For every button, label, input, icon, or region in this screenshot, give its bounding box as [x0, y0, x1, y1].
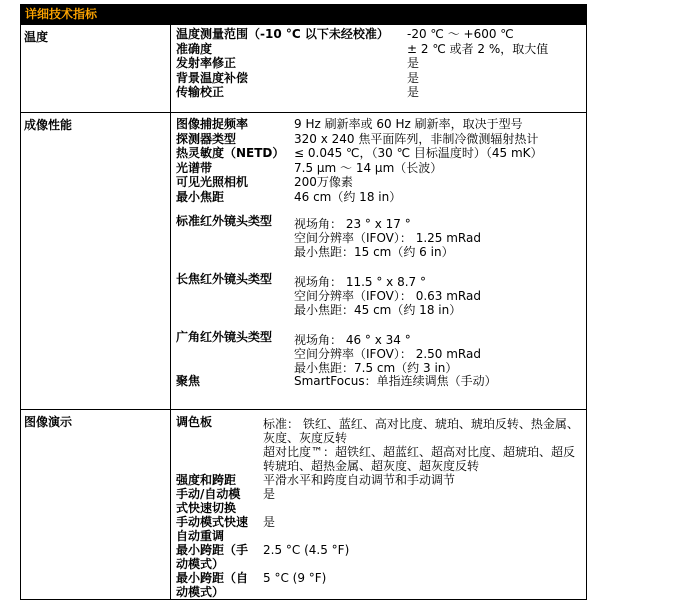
- lens-fov: 视场角： 11.5 ° x 8.7 °: [294, 275, 426, 289]
- spec-label: 强度和跨距: [176, 473, 237, 487]
- lens-fov: 视场角： 23 ° x 17 °: [294, 217, 411, 231]
- spec-row: [176, 471, 586, 485]
- spec-label: 探测器类型: [176, 131, 237, 146]
- palette-ultra-line: 转琥珀、超热金属、超灰度、超灰度反转: [263, 459, 480, 473]
- lens-min-focus: 最小焦距：45 cm（约 18 in）: [294, 303, 462, 317]
- lens-standard: [176, 212, 586, 258]
- spec-row: [176, 485, 586, 513]
- table-title: 详细技术指标: [21, 5, 586, 24]
- spec-label: 光谱带: [176, 160, 213, 175]
- imaging-specs: [171, 113, 586, 389]
- lens-telephoto: [176, 270, 586, 316]
- spec-value: SmartFocus：单指连续调焦（手动）: [294, 374, 497, 388]
- palette-ultra-line: 超对比度™：超铁红、超蓝红、超高对比度、超琥珀、超反: [263, 445, 576, 459]
- spec-label: 图像捕捉频率: [176, 117, 249, 131]
- spec-row: [176, 569, 586, 597]
- lens-wide: [176, 328, 586, 374]
- spec-value: 46 cm（约 18 in）: [294, 189, 402, 204]
- palette-spec: [176, 413, 586, 471]
- lens-ifov: 空间分辨率（IFOV）： 1.25 mRad: [294, 231, 481, 245]
- lens-min-focus: 最小焦距：7.5 cm（约 3 in）: [294, 361, 458, 375]
- spec-label: 最小焦距: [176, 189, 225, 204]
- spec-table: [20, 4, 587, 600]
- spec-label: 手动/自动模: [176, 487, 241, 501]
- spec-row: [176, 146, 586, 161]
- spec-value: 平滑水平和跨度自动调节和手动调节: [263, 473, 456, 487]
- temperature-specs: [171, 25, 586, 100]
- spec-value: 7.5 μm ～ 14 μm（长波）: [294, 160, 443, 175]
- spec-value: 是: [263, 515, 276, 529]
- palette-standard-line: 标准： 铁红、蓝红、高对比度、琥珀、琥珀反转、热金属、: [263, 417, 579, 431]
- spec-value: 是: [407, 56, 420, 70]
- spec-row: [176, 374, 586, 389]
- spec-label: 动模式）: [176, 557, 225, 571]
- spec-label: 热灵敏度（NETD）: [176, 146, 285, 160]
- spec-row: [176, 132, 586, 147]
- spec-row: [176, 175, 586, 190]
- spec-value: ≤ 0.045 ℃，（30 ℃ 目标温度时）（45 mK）: [294, 146, 543, 160]
- spec-row: [176, 513, 586, 541]
- spec-value: ± 2 ℃ 或者 2 %，取大值: [407, 41, 549, 56]
- spec-label: 温度测量范围（-10 °C 以下未经校准）: [176, 27, 389, 41]
- lens-ifov: 空间分辨率（IFOV）： 2.50 mRad: [294, 347, 481, 361]
- spec-label: 调色板: [176, 415, 213, 429]
- spec-label: 自动重调: [176, 529, 225, 543]
- spec-row: [176, 190, 586, 205]
- temperature-row: [21, 24, 586, 112]
- spec-label: 式快速切换: [176, 501, 237, 515]
- spec-label: 最小跨距（手: [176, 543, 249, 557]
- spec-label: 传输校正: [176, 85, 225, 99]
- spec-value: 是: [407, 85, 420, 99]
- spec-label: 聚焦: [176, 374, 201, 388]
- spec-value: 9 Hz 刷新率或 60 Hz 刷新率，取决于型号: [294, 117, 523, 131]
- spec-value: 是: [407, 70, 420, 85]
- spec-label: 动模式）: [176, 585, 225, 599]
- spec-label: 背景温度补偿: [176, 70, 249, 85]
- lens-label: 广角红外镜头类型: [176, 330, 273, 344]
- imaging-row: [21, 112, 586, 409]
- spec-value: 2.5 °C (4.5 °F): [263, 543, 350, 557]
- spec-value: 5 °C (9 °F): [263, 571, 327, 585]
- lens-label: 长焦红外镜头类型: [176, 272, 273, 286]
- lens-ifov: 空间分辨率（IFOV）： 0.63 mRad: [294, 289, 481, 303]
- spec-label: 准确度: [176, 41, 213, 56]
- spec-row: [176, 71, 586, 86]
- spec-row: [176, 56, 586, 71]
- lens-label: 标准红外镜头类型: [176, 214, 273, 228]
- spec-label: 手动模式快速: [176, 515, 249, 529]
- spec-label: 发射率修正: [176, 56, 237, 70]
- category-label: 图像演示: [21, 410, 171, 599]
- display-specs: [171, 410, 586, 597]
- spec-value: 320 x 240 焦平面阵列，非制冷微测辐射热计: [294, 131, 539, 146]
- spec-row: [176, 117, 586, 132]
- display-row: [21, 409, 586, 599]
- lens-fov: 视场角： 46 ° x 34 °: [294, 333, 411, 347]
- spec-row: [176, 541, 586, 569]
- spec-row: [176, 85, 586, 100]
- spec-value: -20 ℃ ～ +600 ℃: [407, 27, 514, 41]
- spec-value: 200万像素: [294, 175, 353, 189]
- spec-row: [176, 27, 586, 42]
- category-label: 成像性能: [21, 113, 171, 409]
- lens-min-focus: 最小焦距：15 cm（约 6 in）: [294, 245, 454, 259]
- spec-value: 是: [263, 487, 276, 501]
- category-label: 温度: [21, 25, 171, 112]
- spec-label: 可见光照相机: [176, 175, 249, 189]
- spec-row: [176, 42, 586, 57]
- spec-label: 最小跨距（自: [176, 571, 249, 585]
- palette-standard-line: 灰度、灰度反转: [263, 431, 348, 445]
- spec-row: [176, 161, 586, 176]
